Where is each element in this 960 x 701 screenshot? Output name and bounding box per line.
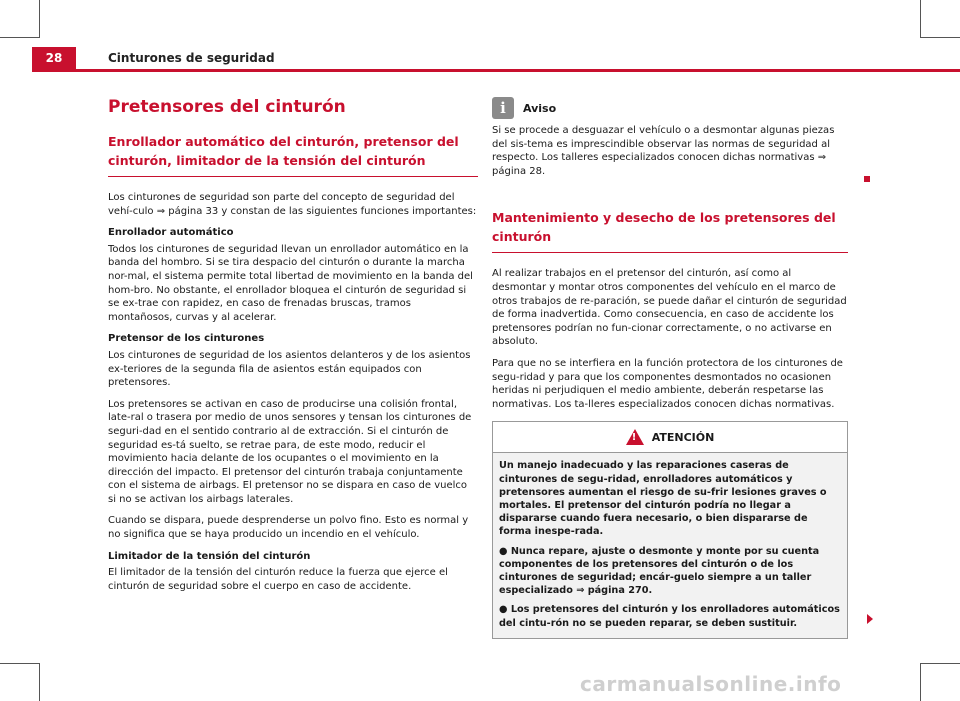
watermark: carmanualsonline.info [580, 672, 842, 696]
subtitle-block [108, 132, 478, 177]
end-marker-wrap [492, 168, 870, 180]
crop-mark [0, 663, 40, 664]
paragraph-pretensor-2: Los pretensores se activan en caso de producirse una colisión frontal, late-ral o trasera por medio de unos sensores y tensan los cinturones de seguri-dad en el sentido contrario al de extracción. Si el cinturón de seguridad es-tá suelto, se retrae para, de este modo, reducir el movimiento hacia delante de los ocupantes o el movimiento en la dirección del impacto. El pretensor del cinturón trabaja conjuntamente con el sistema de airbags. El pretensor no se dispara en caso de vuelco si no se activan los airbags laterales. [108, 398, 472, 505]
paragraph-pretensor-1: Los cinturones de seguridad de los asientos delanteros y de los asientos ex-teriores de la segunda fila de asientos están equipados con pretensores. [108, 349, 471, 389]
warning-triangle-icon: ! [626, 429, 644, 445]
intro-paragraph: Los cinturones de seguridad son parte del concepto de seguridad del vehí-culo ⇒ página 33 y constan de las siguientes funciones importantes: [108, 192, 477, 217]
maintenance-paragraph-2: Para que no se interfiera en la función protectora de los cinturones de segu-ridad y para que los componentes desmontados no ocasionen heridas ni perjudiquen el medio ambiente, deberán respetarse las normativas. Los ta-lleres especializados conocen dichas normativas. [492, 357, 843, 410]
running-title: Cinturones de seguridad [108, 51, 275, 65]
subheading-limitador: Limitador de la tensión del cinturón [108, 550, 311, 562]
page-number: 28 [32, 47, 76, 69]
warning-paragraph: Un manejo inadecuado y las reparaciones caseras de cinturones de segu-ridad, enrolladores automáticos y pretensores aumentan el riesgo de su-frir lesiones graves o mortales. El pretensor del cinturón podría no llegar a dispararse cuando fuera necesario, o bien dispararse de forma inespe-rada. [499, 460, 827, 538]
warning-header [493, 422, 847, 453]
left-column [108, 96, 478, 601]
section-subtitle: Enrollador automático del cinturón, pretensor del cinturón, limitador de la tensión del cinturón [108, 134, 459, 168]
subheading-pretensor: Pretensor de los cinturones [108, 333, 265, 345]
warning-bullet-1: ● Nunca repare, ajuste o desmonte y monte por su cuenta componentes de los pretensores del cinturón o de los cinturones de seguridad; encár-guelo siempre a un taller especializado ⇒ página 270. [499, 545, 820, 597]
warning-bullet-2: ● Los pretensores del cinturón y los enrolladores automáticos del cintu-rón no se pueden reparar, se deben sustituir. [499, 604, 840, 629]
maintenance-heading-block [492, 208, 848, 253]
page-title: Pretensores del cinturón [108, 97, 346, 117]
maintenance-heading: Mantenimiento y desecho de los pretensores del cinturón [492, 210, 836, 245]
crop-mark [39, 0, 40, 38]
crop-mark [920, 0, 921, 38]
maintenance-paragraph-1: Al realizar trabajos en el pretensor del cinturón, así como al desmontar y montar otros componentes del vehículo en el marco de otros trabajos de re-paración, se puede dañar el cinturón de seguridad de forma inadvertida. Como consecuencia, en caso de accidente los pretensores podrían no fun-cionar correctamente, o no activarse en absoluto. [492, 268, 847, 348]
aviso-text: Si se procede a desguazar el vehículo o a desmontar algunas piezas del sis-tema es imprescindible observar las normas de seguridad al respecto. Los talleres especializados conocen dichas normativas ⇒ página 28. [492, 125, 835, 177]
end-of-section-marker [864, 176, 870, 182]
aviso-title: Aviso [523, 101, 557, 115]
warning-body [493, 453, 847, 637]
crop-mark [0, 37, 40, 38]
aviso-header [492, 96, 848, 120]
warning-box [492, 421, 848, 638]
crop-mark [920, 663, 921, 701]
crop-mark [920, 663, 960, 664]
paragraph-limitador: El limitador de la tensión del cinturón reduce la fuerza que ejerce el cinturón de seguridad sobre el cuerpo en caso de accidente. [108, 567, 448, 592]
info-icon: i [492, 97, 514, 119]
subheading-enrollador: Enrollador automático [108, 227, 234, 239]
paragraph-pretensor-3: Cuando se dispara, puede desprenderse un polvo fino. Esto es normal y no significa que se haya producido un incendio en el vehículo. [108, 515, 469, 541]
crop-mark [920, 37, 960, 38]
right-column [492, 96, 848, 639]
warning-title: ATENCIÓN [651, 430, 715, 444]
continue-arrow-icon [867, 614, 873, 624]
paragraph-enrollador: Todos los cinturones de seguridad llevan un enrollador automático en la banda del hombro. Si se tira despacio del cinturón o durante la marcha nor-mal, el sistema permite total libertad de movimiento en la banda del hom-bro. No obstante, el enrollador bloquea el cinturón de seguridad si se ex-trae con rapidez, en caso de frenadas bruscas, tramos montañosos, curvas y al acelerar. [108, 243, 473, 323]
crop-mark [39, 663, 40, 701]
